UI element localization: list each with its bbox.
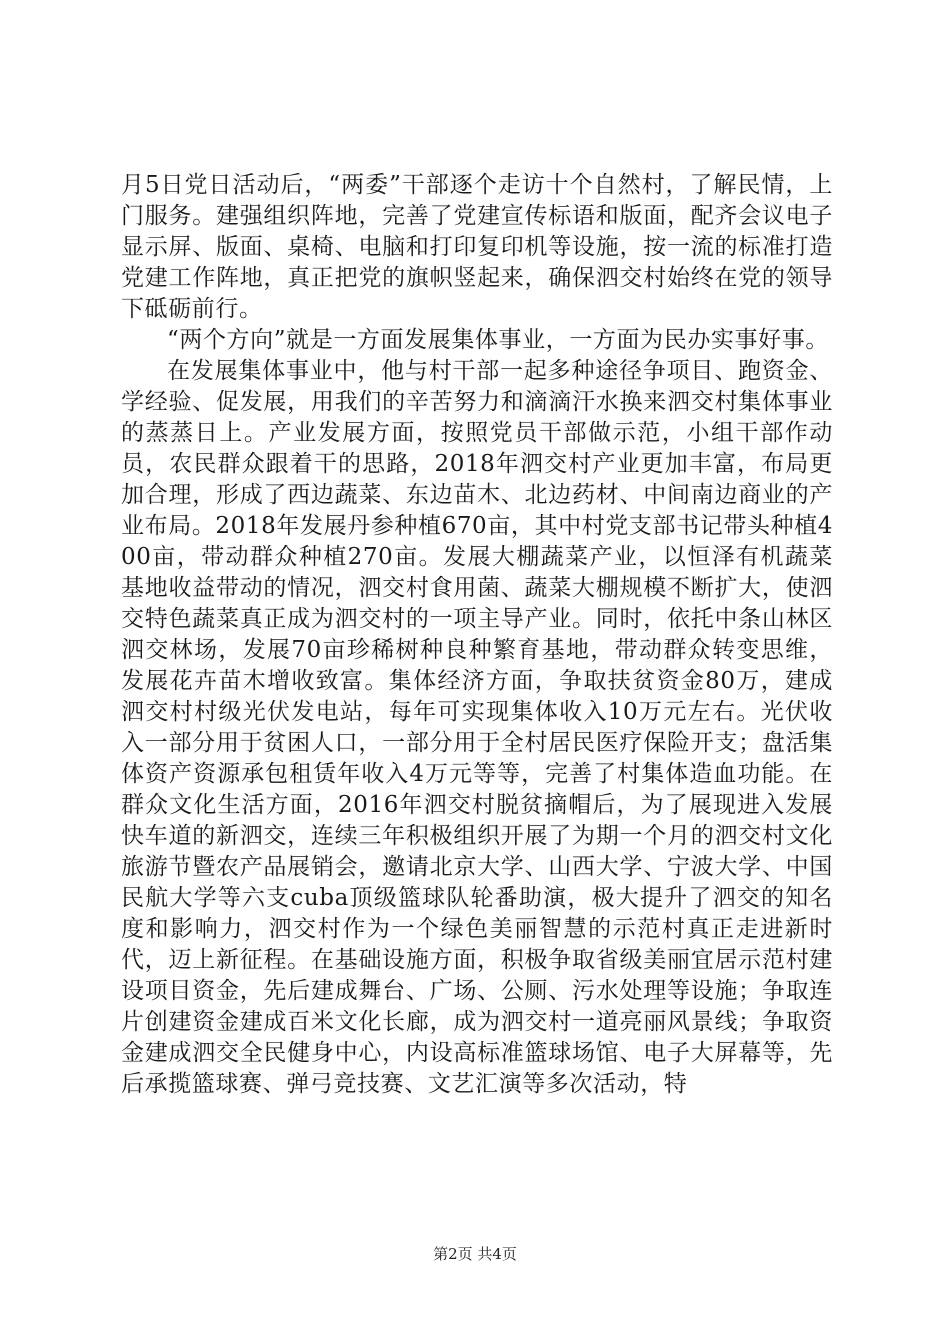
paragraph-collective-development: 在发展集体事业中，他与村干部一起多种途径争项目、跑资金、学经验、促发展，用我们的辛苦努力和滴滴汗水换来泗交村集体事业的蒸蒸日上。产业发展方面，按照党员干部做示范，小组干部作动员，农民群众跟着干的思路，2018年泗交村产业更加丰富，布局更加合理，形成了西边蔬菜、东边苗木、北边药材、中间南边商业的产业布局。2018年发展丹参种植670亩，其中村党支部书记带头种植400亩，带动群众种植270亩。发展大棚蔬菜产业，以恒泽有机蔬菜基地收益带动的情况，泗交村食用菌、蔬菜大棚规模不断扩大，使泗交特色蔬菜真正成为泗交村的一项主导产业。同时，依托中条山林区泗交林场，发展70亩珍稀树种良种繁育基地，带动群众转变思维，发展花卉苗木增收致富。集体经济方面，争取扶贫资金80万，建成泗交村村级光伏发电站，每年可实现集体收入10万元左右。光伏收入一部分用于贫困人口，一部分用于全村居民医疗保险开支；盘活集体资产资源承包租赁年收入4万元等等，完善了村集体造血功能。在群众文化生活方面，2016年泗交村脱贫摘帽后，为了展现进入发展快车道的新泗交，连续三年积极组织开展了为期一个月的泗交村文化旅游节暨农产品展销会，邀请北京大学、山西大学、宁波大学、中国民航大学等六支cuba顶级篮球队轮番助演，极大提升了泗交的知名度和影响力，泗交村作为一个绿色美丽智慧的示范村真正走进新时代，迈上新征程。在基础设施方面，积极争取省级美丽宜居示范村建设项目资金，先后建成舞台、广场、公厕、污水处理等设施；争取连片创建资金建成百米文化长廊，成为泗交村一道亮丽风景线；争取资金建成泗交全民健身中心，内设高标准篮球场馆、电子大屏幕等，先后承揽篮球赛、弹弓竞技赛、文艺汇演等多次活动，特 (121, 358, 833, 1097)
paragraph-continued: 月5日党日活动后，“两委”干部逐个走访十个自然村，了解民情，上门服务。建强组织阵地，完善了党建宣传标语和版面，配齐会议电子显示屏、版面、桌椅、电脑和打印复印机等设施，按一流的标准打造党建工作阵地，真正把党的旗帜竖起来，确保泗交村始终在党的领导下砥砺前行。 (121, 172, 833, 322)
paragraph-two-directions: “两个方向”就是一方面发展集体事业，一方面为民办实事好事。 (167, 327, 829, 353)
page-number-footer: 第2页 共4页 (433, 1245, 517, 1263)
document-body (121, 170, 833, 1100)
